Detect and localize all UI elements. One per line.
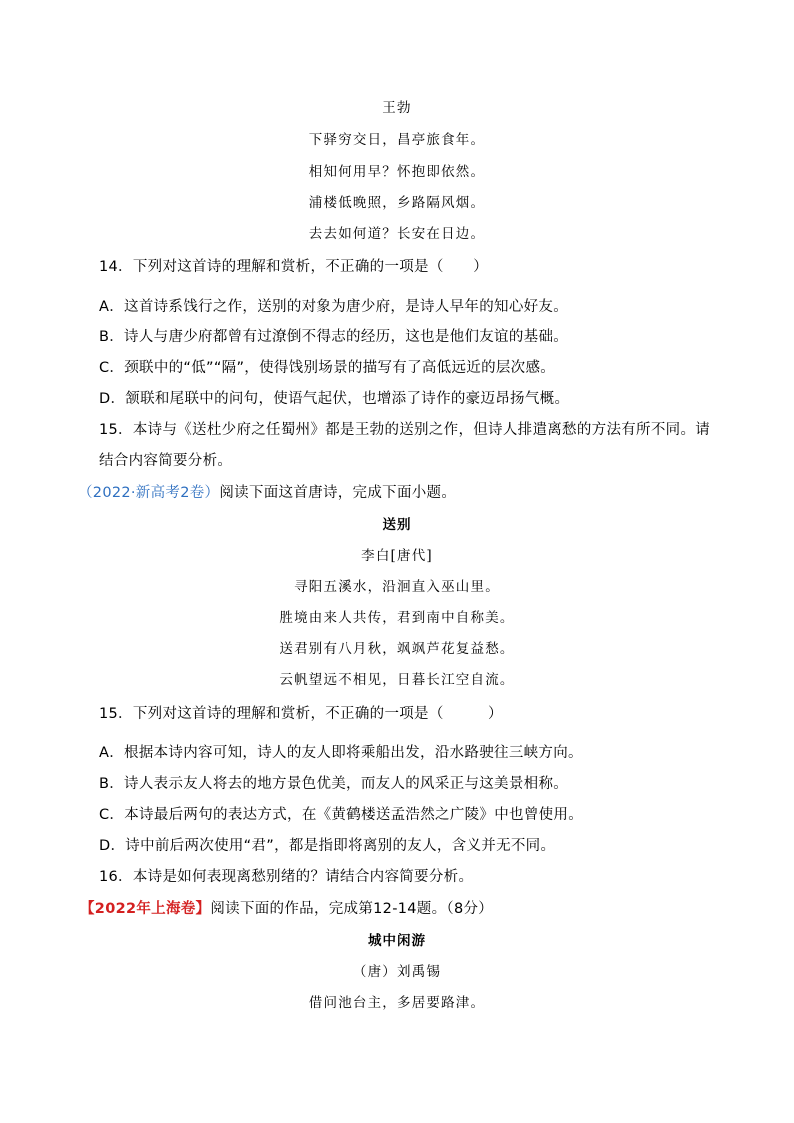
q15a-line-1: 15．本诗与《送杜少府之任蜀州》都是王勃的送别之作，但诗人排遣离愁的方法有所不同。请 bbox=[99, 422, 711, 438]
q14-stem: 14．下列对这首诗的理解和赏析，不正确的一项是（ ） bbox=[99, 259, 489, 275]
q15b-option-b: B．诗人表示友人将去的地方景色优美，而友人的风采正与这美景相称。 bbox=[99, 776, 569, 792]
poem2-line-4: 云帆望远不相见，日暮长江空自流。 bbox=[279, 672, 515, 688]
q15b-option-a: A．根据本诗内容可知，诗人的友人即将乘船出发，沿水路驶往三峡方向。 bbox=[99, 745, 583, 761]
q14-option-a: A．这首诗系饯行之作，送别的对象为唐少府，是诗人早年的知心好友。 bbox=[99, 299, 569, 315]
poem1-author: 王勃 bbox=[382, 100, 412, 116]
poem3-line-1: 借问池台主，多居要路津。 bbox=[308, 995, 486, 1011]
q15a-line-2: 结合内容简要分析。 bbox=[99, 453, 233, 469]
poem3-author: （唐）刘禹锡 bbox=[352, 964, 442, 980]
poem1-line-4: 去去如何道？长安在日边。 bbox=[308, 226, 486, 242]
q14-option-c: C．颈联中的“低”“隔”，使得饯别场景的描写有了高低远近的层次感。 bbox=[99, 360, 556, 376]
section3-source: 【2022年上海卷】 bbox=[80, 901, 211, 917]
poem1-line-2: 相知何用早？怀抱即依然。 bbox=[308, 164, 486, 180]
section3-intro-line bbox=[80, 897, 493, 918]
poem2-title: 送别 bbox=[382, 517, 412, 533]
poem1-line-3: 浦楼低晚照，乡路隔风烟。 bbox=[308, 195, 486, 211]
section2-source: （2022·新高考2卷） bbox=[78, 485, 220, 501]
poem2-line-2: 胜境由来人共传，君到南中自称美。 bbox=[279, 610, 515, 626]
q14-option-d: D．颔联和尾联中的问句，使语气起伏，也增添了诗作的豪迈昂扬气概。 bbox=[99, 391, 570, 407]
poem3-title: 城中闲游 bbox=[368, 933, 426, 949]
poem2-author: 李白[唐代] bbox=[361, 548, 433, 564]
poem1-line-1: 下驿穷交日，昌亭旅食年。 bbox=[308, 132, 486, 148]
q16-stem: 16．本诗是如何表现离愁别绪的？请结合内容简要分析。 bbox=[99, 869, 474, 885]
q15b-stem: 15．下列对这首诗的理解和赏析，不正确的一项是（ ） bbox=[99, 706, 503, 722]
q15b-option-c: C．本诗最后两句的表达方式，在《黄鹤楼送孟浩然之广陵》中也曾使用。 bbox=[99, 807, 584, 823]
poem2-line-1: 寻阳五溪水，沿洄直入巫山里。 bbox=[294, 579, 500, 595]
q15b-option-d: D．诗中前后两次使用“君”，都是指即将离别的友人，含义并无不同。 bbox=[99, 838, 556, 854]
section3-intro: 阅读下面的作品，完成第12-14题。（8分） bbox=[210, 901, 494, 917]
section2-intro-line bbox=[78, 481, 456, 502]
section2-intro: 阅读下面这首唐诗，完成下面小题。 bbox=[219, 485, 457, 501]
q14-option-b: B．诗人与唐少府都曾有过潦倒不得志的经历，这也是他们友谊的基础。 bbox=[99, 329, 569, 345]
poem2-line-3: 送君别有八月秋，飒飒芦花复益愁。 bbox=[279, 641, 515, 657]
